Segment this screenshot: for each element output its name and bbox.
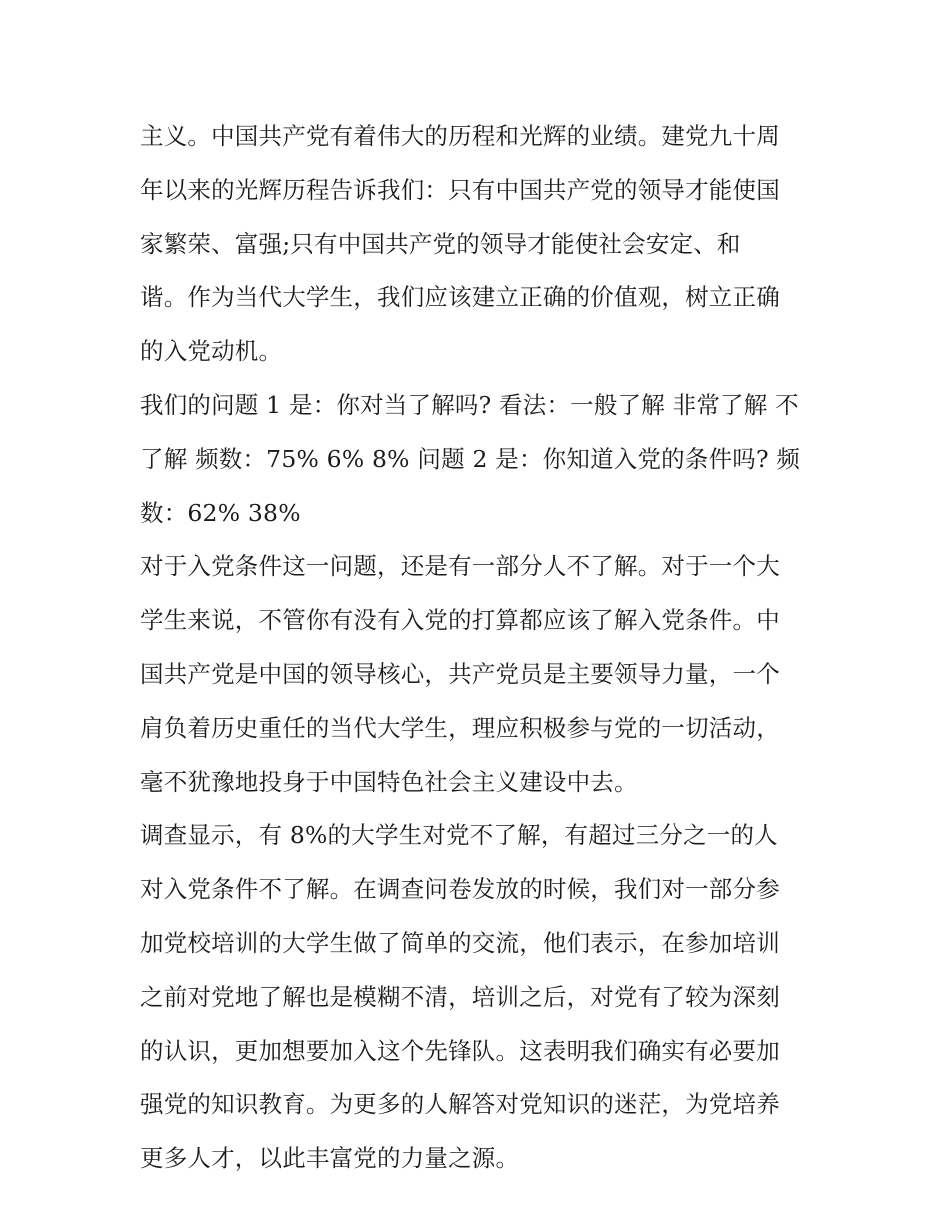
text-line: 对入党条件不了解。在调查问卷发放的时候，我们对一部分参 (140, 875, 780, 904)
text-line: 学生来说，不管你有没有入党的打算都应该了解入党条件。中 (140, 606, 780, 635)
text-line: 强党的知识教育。为更多的人解答对党知识的迷茫，为党培养 (140, 1090, 780, 1119)
text-line: 主义。中国共产党有着伟大的历程和光辉的业绩。建党九十周 (140, 122, 780, 150)
text-line: 我们的问题 1 是：你对当了解吗? 看法：一般了解 非常了解 不 (140, 390, 799, 419)
text-line: 加党校培训的大学生做了简单的交流，他们表示，在参加培训 (140, 928, 780, 957)
text-line: 年以来的光辉历程告诉我们：只有中国共产党的领导才能使国 (140, 175, 780, 204)
text-line: 之前对党地了解也是模糊不清，培训之后，对党有了较为深刻 (140, 982, 780, 1011)
text-line: 的认识，更加想要加入这个先锋队。这表明我们确实有必要加 (140, 1036, 780, 1065)
text-line: 肩负着历史重任的当代大学生，理应积极参与党的一切活动， (140, 713, 780, 742)
document-body (140, 110, 820, 1186)
text-line: 对于入党条件这一问题，还是有一部分人不了解。对于一个大 (140, 552, 780, 581)
text-line: 了解 频数：75% 6% 8% 问题 2 是：你知道入党的条件吗? 频 (140, 444, 801, 473)
text-line: 数：62% 38% (140, 498, 301, 527)
text-line: 国共产党是中国的领导核心，共产党员是主要领导力量，一个 (140, 659, 780, 688)
text-line: 毫不犹豫地投身于中国特色社会主义建设中去。 (140, 767, 638, 796)
text-line: 更多人才，以此丰富党的力量之源。 (140, 1144, 520, 1173)
text-line: 家繁荣、富强;只有中国共产党的领导才能使社会安定、和 (140, 229, 741, 258)
text-line: 谐。作为当代大学生，我们应该建立正确的价值观，树立正确 (140, 283, 780, 312)
text-line: 的入党动机。 (140, 337, 283, 366)
text-line: 调查显示，有 8%的大学生对党不了解，有超过三分之一的人 (140, 821, 778, 850)
